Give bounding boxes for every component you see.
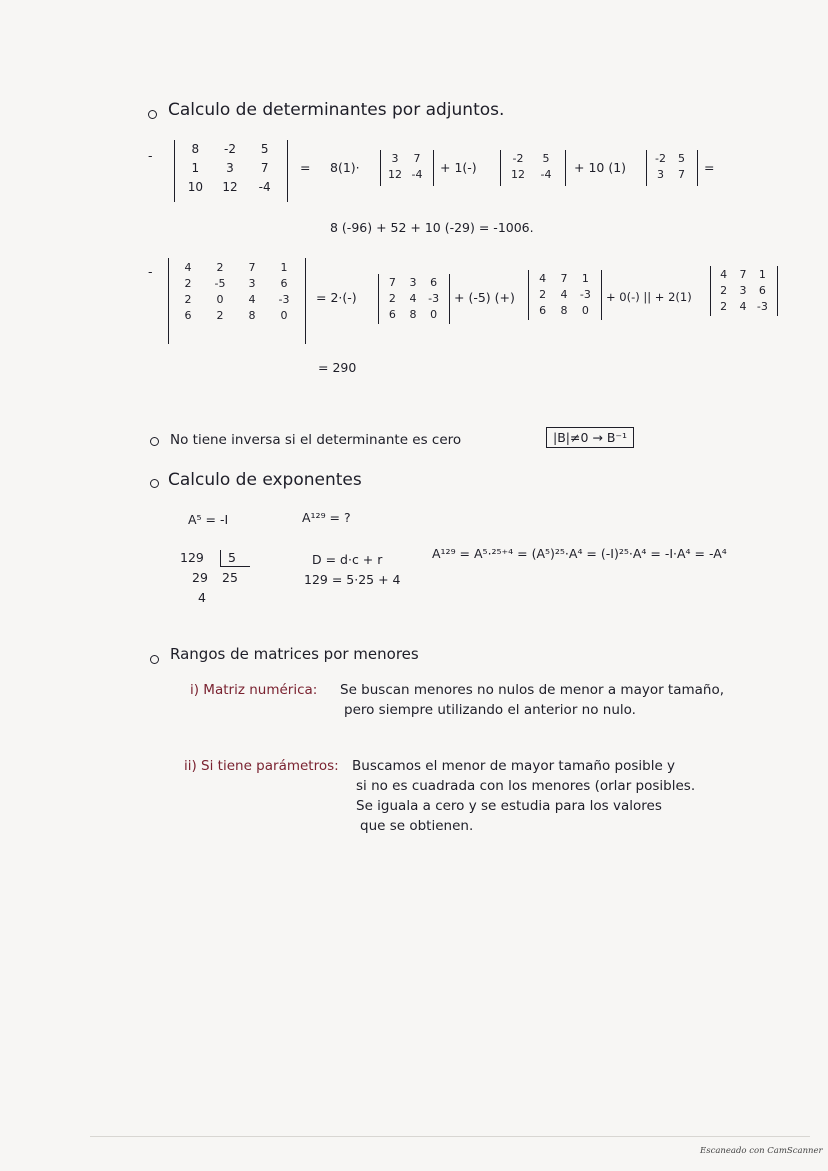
i-text2: pero siempre utilizando el anterior no nulo. [344, 702, 636, 718]
n3-matrix [714, 267, 772, 315]
det2-cell: -5 [214, 277, 226, 290]
m2-matrix [504, 151, 560, 183]
m3-cell: 7 [678, 168, 685, 181]
n3-cell: 2 [720, 300, 728, 313]
ii-text3: Se iguala a cero y se estudia para los valores [356, 798, 662, 814]
n1-cell: 8 [409, 308, 417, 321]
m1-cell: 7 [413, 152, 421, 165]
m3-cell: 5 [678, 152, 685, 165]
ii-label: ii) Si tiene parámetros: [184, 758, 339, 774]
det2-cell: 2 [184, 277, 192, 290]
footer-watermark: Escaneado con CamScanner [700, 1146, 823, 1156]
det2-cell: 2 [216, 261, 224, 274]
n1-cell: 0 [430, 308, 438, 321]
dash-1: - [148, 148, 153, 163]
n3-cell: 3 [739, 284, 747, 297]
det2-matrix [172, 260, 300, 324]
m3-matrix [650, 151, 692, 183]
n3-cell: 2 [720, 284, 728, 297]
n1-matrix [382, 275, 444, 323]
det1-matrix [178, 140, 282, 197]
det2-cell: 6 [280, 277, 288, 290]
m3-cell: -2 [655, 152, 666, 165]
result2: = 290 [318, 360, 357, 375]
n3-cell: 7 [739, 268, 747, 281]
m2-cell: -4 [540, 168, 552, 181]
n3-cell: 1 [758, 268, 766, 281]
det2-cell: 1 [280, 261, 288, 274]
term1-coef: 8(1)· [330, 160, 360, 175]
a129-question: A¹²⁹ = ? [302, 510, 351, 525]
div-row2: 29 [192, 570, 208, 585]
det1-cell: 5 [260, 142, 269, 156]
inversa-box: |B|≠0 → B⁻¹ [546, 427, 634, 448]
det1-cell: 1 [191, 161, 200, 175]
term3-coef: + 10 (1) [574, 160, 627, 175]
det2-cell: 6 [184, 309, 192, 322]
det1-cell: -4 [258, 180, 271, 194]
det2-cell: 8 [248, 309, 256, 322]
det2-cell: 2 [184, 293, 192, 306]
heading-determinantes: Calculo de determinantes por adjuntos. [168, 100, 505, 120]
n2-cell: 7 [560, 272, 568, 285]
n1-cell: 6 [388, 308, 396, 321]
bullet-2 [150, 437, 159, 446]
t1-coef: = 2·(-) [316, 290, 357, 305]
n2-cell: -3 [579, 288, 591, 301]
n2-cell: 6 [539, 304, 547, 317]
n3-cell: 4 [720, 268, 728, 281]
ii-text2: si no es cuadrada con los menores (orlar posibles. [356, 778, 696, 794]
result1: 8 (-96) + 52 + 10 (-29) = -1006. [330, 220, 534, 235]
n2-cell: 1 [581, 272, 589, 285]
formula-d: D = d·c + r [312, 552, 383, 567]
det1-cell: 8 [191, 142, 200, 156]
div-divisor: 5 [228, 550, 236, 565]
n1-cell: 4 [409, 292, 417, 305]
det1-cell: 10 [187, 180, 203, 194]
det1-cell: 3 [226, 161, 234, 175]
det2-cell: 7 [248, 261, 256, 274]
n1-cell: 2 [388, 292, 396, 305]
det2-cell: 4 [248, 293, 256, 306]
n1-cell: 3 [409, 276, 417, 289]
a5-eq: A⁵ = -I [188, 512, 229, 527]
div-vbar [220, 550, 221, 566]
exponent-chain: A¹²⁹ = A⁵·²⁵⁺⁴ = (A⁵)²⁵·A⁴ = (-I)²⁵·A⁴ = -I·A⁴ = -A⁴ [432, 546, 727, 561]
m1-cell: -4 [411, 168, 423, 181]
n2-cell: 4 [539, 272, 547, 285]
n2-cell: 2 [539, 288, 547, 301]
det2-cell: 4 [184, 261, 192, 274]
dash-2: - [148, 264, 153, 279]
eq1-equals: = [300, 160, 311, 175]
formula-129: 129 = 5·25 + 4 [304, 572, 401, 587]
bullet-3 [150, 479, 159, 488]
det2-cell: -3 [278, 293, 290, 306]
n1-cell: -3 [428, 292, 440, 305]
heading-exponentes: Calculo de exponentes [168, 470, 362, 490]
inversa-text: No tiene inversa si el determinante es cero [170, 432, 462, 448]
det1-cell: 12 [222, 180, 238, 194]
bullet-4 [150, 655, 159, 664]
n1-cell: 6 [430, 276, 438, 289]
ii-text1: Buscamos el menor de mayor tamaño posible y [352, 758, 676, 774]
n2-cell: 4 [560, 288, 568, 301]
n3-cell: -3 [756, 300, 768, 313]
m1-matrix [384, 151, 428, 183]
div-dividend: 129 [180, 550, 204, 565]
det1-cell: 7 [260, 161, 269, 175]
div-bar [220, 566, 250, 567]
footer-rule [90, 1136, 810, 1137]
m1-cell: 12 [388, 168, 402, 181]
m1-cell: 3 [391, 152, 399, 165]
i-text1: Se buscan menores no nulos de menor a mayor tamaño, [340, 682, 725, 698]
det2-cell: 2 [216, 309, 224, 322]
n2-matrix [532, 271, 596, 319]
heading-rangos: Rangos de matrices por menores [170, 645, 419, 663]
det2-cell: 0 [280, 309, 288, 322]
ii-text4: que se obtienen. [360, 818, 474, 834]
det2-cell: 0 [216, 293, 224, 306]
term2-coef: + 1(-) [440, 160, 477, 175]
bullet-1 [148, 110, 157, 119]
div-remainder: 4 [198, 590, 206, 605]
div-quotient: 25 [222, 570, 238, 585]
m2-cell: 12 [511, 168, 525, 181]
det1-cell: -2 [224, 142, 236, 156]
eq1-end: = [704, 160, 715, 175]
t3-coef: + 0(-) || + 2(1) [606, 290, 692, 304]
n3-cell: 6 [758, 284, 766, 297]
n3-cell: 4 [739, 300, 747, 313]
n2-cell: 8 [560, 304, 568, 317]
m3-cell: 3 [657, 168, 664, 181]
i-label: i) Matriz numérica: [190, 682, 318, 698]
n1-cell: 7 [388, 276, 396, 289]
m2-cell: 5 [542, 152, 550, 165]
det2-cell: 3 [248, 277, 256, 290]
n2-cell: 0 [581, 304, 589, 317]
t2-coef: + (-5) (+) [454, 290, 515, 305]
m2-cell: -2 [512, 152, 524, 165]
